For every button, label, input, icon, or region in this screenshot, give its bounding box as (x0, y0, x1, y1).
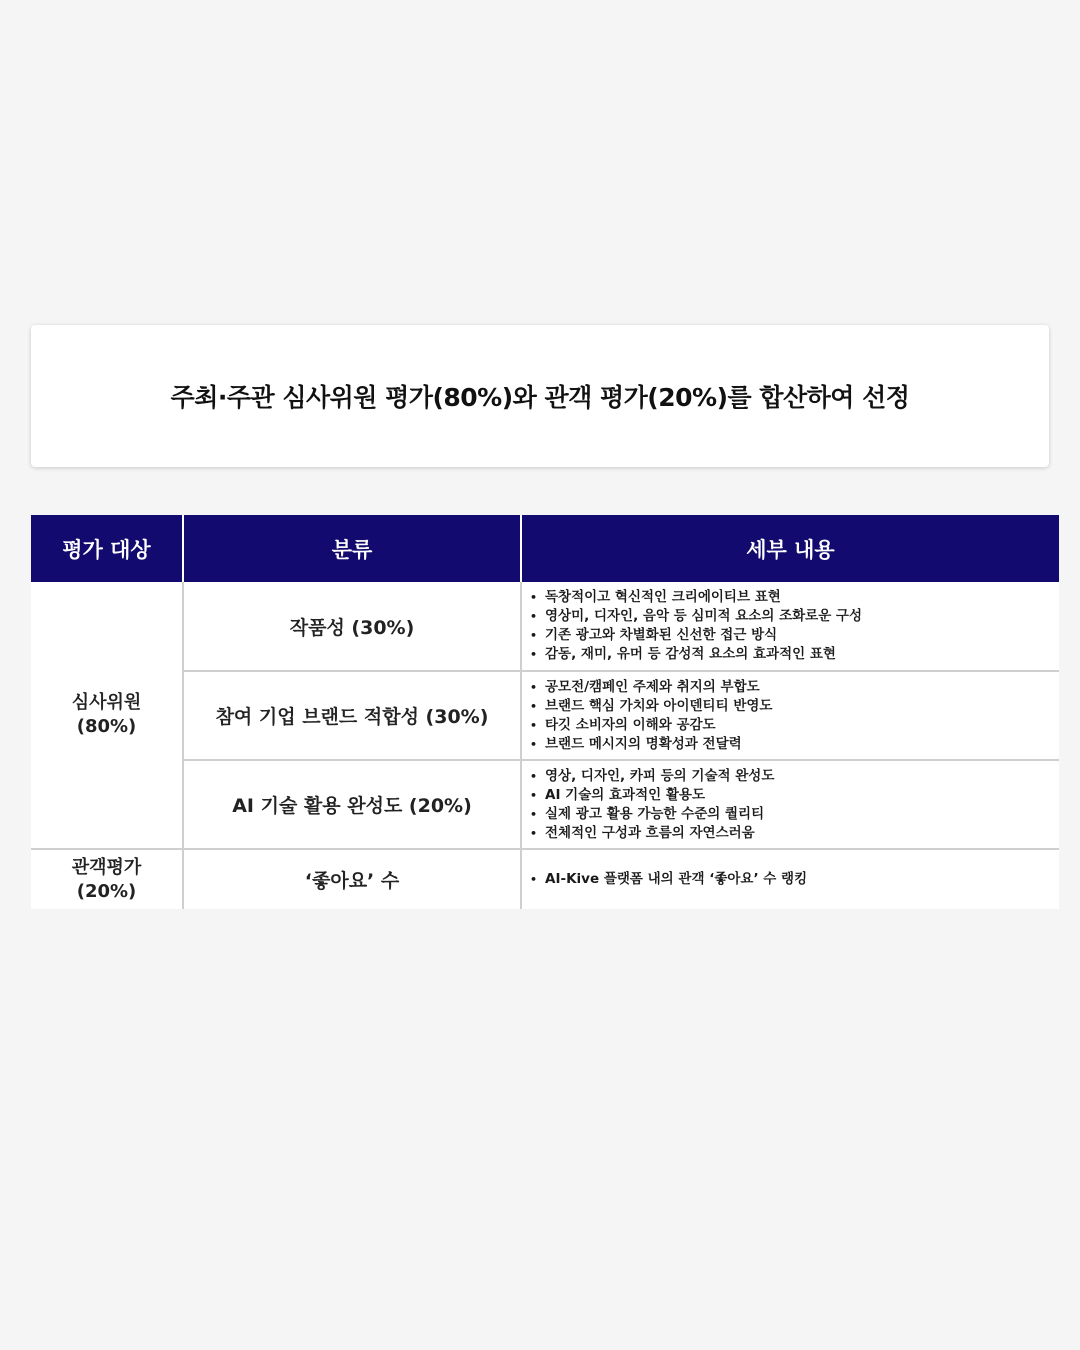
header-category: 분류 (183, 515, 521, 582)
detail-item: • 영상, 디자인, 카피 등의 기술적 완성도 (530, 767, 1059, 786)
detail-item: • AI 기술의 효과적인 활용도 (530, 786, 1059, 805)
table-row (31, 849, 1059, 909)
table-row (31, 671, 1059, 760)
summary-card (31, 325, 1049, 467)
detail-item: • 공모전/캠페인 주제와 취지의 부합도 (530, 678, 1059, 697)
detail-item: • 타깃 소비자의 이해와 공감도 (530, 716, 1059, 735)
detail-item: • 실제 광고 활용 가능한 수준의 퀄리티 (530, 805, 1059, 824)
category-cell: 참여 기업 브랜드 적합성 (30%) (183, 671, 521, 760)
details-cell (521, 582, 1059, 671)
table-row (31, 582, 1059, 671)
category-cell: ‘좋아요’ 수 (183, 849, 521, 909)
detail-item: • 감동, 재미, 유머 등 감성적 요소의 효과적인 표현 (530, 645, 1059, 664)
detail-item: • AI-Kive 플랫폼 내의 관객 ‘좋아요’ 수 랭킹 (530, 870, 1059, 889)
target-judges (31, 582, 183, 849)
detail-item: • 영상미, 디자인, 음악 등 심미적 요소의 조화로운 구성 (530, 607, 1059, 626)
summary-text: 주최·주관 심사위원 평가(80%)와 관객 평가(20%)를 합산하여 선정 (170, 383, 910, 412)
category-cell: 작품성 (30%) (183, 582, 521, 671)
details-cell (521, 760, 1059, 849)
target-audience (31, 849, 183, 909)
target-audience-weight: (20%) (76, 880, 137, 902)
detail-item: • 전체적인 구성과 흐름의 자연스러움 (530, 824, 1059, 843)
details-cell (521, 849, 1059, 909)
category-cell: AI 기술 활용 완성도 (20%) (183, 760, 521, 849)
table-header-row (31, 515, 1059, 582)
target-audience-label: 관객평가 (71, 856, 142, 878)
details-cell (521, 671, 1059, 760)
detail-item: • 독창적이고 혁신적인 크리에이티브 표현 (530, 588, 1059, 607)
detail-item: • 브랜드 메시지의 명확성과 전달력 (530, 735, 1059, 754)
header-details: 세부 내용 (521, 515, 1059, 582)
evaluation-table (31, 515, 1059, 909)
target-judges-weight: (80%) (76, 716, 137, 737)
detail-item: • 기존 광고와 차별화된 신선한 접근 방식 (530, 626, 1059, 645)
detail-item: • 브랜드 핵심 가치와 아이덴티티 반영도 (530, 697, 1059, 716)
target-judges-label: 심사위원 (71, 692, 142, 713)
table-row (31, 760, 1059, 849)
header-target: 평가 대상 (31, 515, 183, 582)
